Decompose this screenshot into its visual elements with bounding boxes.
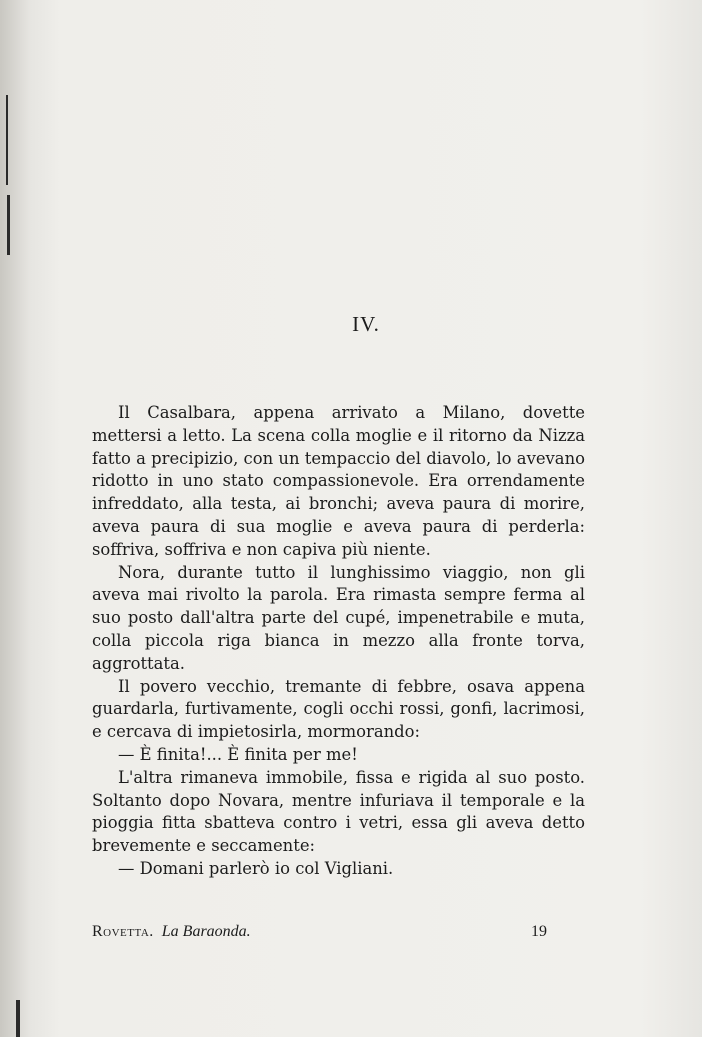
paragraph: Il povero vecchio, tremante di febbre, osava appena guardarla, furtivamente, cogli occhi rossi, gonfi, lacrimosi, e cercava di impietosirla, mormorando: [92,676,585,742]
page-footer [92,923,585,941]
binding-shadow [16,1000,20,1037]
paragraph: Nora, durante tutto il lunghissimo viaggio, non gli aveva mai rivolto la parola. Era rimasta sempre ferma al suo posto dall'altra parte del cupé, impenetrabile e muta, colla piccola riga bianca in mezzo alla fronte torva, aggrottata. [92,562,585,673]
body-text [92,402,585,881]
binding-shadow [7,195,10,255]
paragraph: — Domani parlerò io col Vigliani. [118,858,394,878]
page-number: 19 [531,923,547,940]
footer-author: Rovetta. [92,923,154,940]
paragraph: — È finita!... È finita per me! [118,744,358,764]
binding-shadow [6,95,8,185]
paragraph: L'altra rimaneva immobile, fissa e rigida al suo posto. Soltanto dopo Novara, mentre infuriava il temporale e la pioggia fitta sbatteva contro i vetri, essa gli aveva detto brevemente e seccamente: [92,767,585,856]
footer-book-title: La Baraonda. [161,923,251,940]
footer-signature [92,923,251,941]
chapter-heading: IV. [352,312,380,336]
paragraph: Il Casalbara, appena arrivato a Milano, dovette mettersi a letto. La scena colla moglie e il ritorno da Nizza fatto a precipizio, con un tempaccio del diavolo, lo avevano ridotto in uno stato compassionevole. Era orrendamente infreddato, alla testa, ai bronchi; aveva paura di morire, aveva paura di sua moglie e aveva paura di perderla: soffriva, soffriva e non capiva più niente. [92,403,585,559]
